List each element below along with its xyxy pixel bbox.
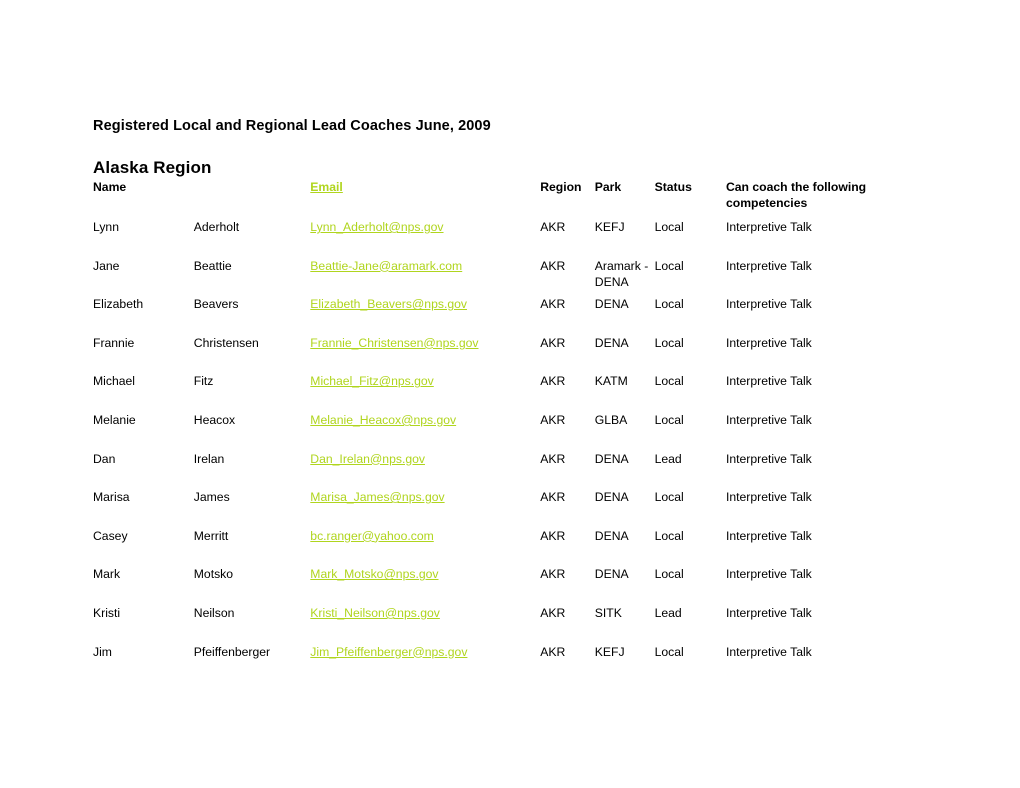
cell-park: GLBA [594, 412, 628, 427]
column-header-status: Status [654, 180, 692, 194]
cell-first-name: Michael [93, 374, 135, 389]
cell-status: Local [654, 644, 684, 659]
column-header-park: Park [594, 180, 622, 194]
cell-park: DENA [594, 451, 629, 466]
cell-competency: Interpretive Talk [725, 567, 812, 582]
cell-first-name: Frannie [93, 335, 135, 350]
cell-last-name: Christensen [193, 335, 259, 350]
cell-last-name: Irelan [193, 451, 225, 466]
column-header-competencies: Can coach the following competencies [725, 180, 867, 210]
table-row [93, 371, 915, 410]
cell-last-name: Aderholt [193, 220, 240, 234]
cell-region: AKR [540, 297, 566, 312]
cell-email [310, 371, 540, 410]
table-header [93, 179, 915, 217]
cell-last-name: Merritt [193, 528, 229, 543]
cell-email [310, 487, 540, 526]
cell-email [310, 294, 540, 333]
cell-region: AKR [540, 528, 566, 543]
cell-region: AKR [540, 490, 566, 505]
cell-first-name: Melanie [93, 412, 136, 427]
cell-competency: Interpretive Talk [725, 335, 812, 350]
email-link[interactable]: Elizabeth_Beavers@nps.gov [310, 297, 467, 312]
cell-first-name: Dan [93, 451, 116, 466]
cell-competency: Interpretive Talk [725, 374, 812, 389]
cell-email [310, 217, 540, 256]
cell-status: Local [654, 220, 684, 234]
cell-competency: Interpretive Talk [725, 220, 812, 234]
cell-first-name: Jane [93, 258, 120, 273]
cell-last-name: Pfeiffenberger [193, 644, 271, 659]
cell-park: DENA [594, 490, 629, 505]
email-link[interactable]: Marisa_James@nps.gov [310, 490, 445, 505]
table-row [93, 526, 915, 565]
table-row [93, 603, 915, 642]
table-row [93, 410, 915, 449]
email-header-link[interactable]: Email [310, 180, 343, 194]
cell-park: DENA [594, 297, 629, 312]
cell-region: AKR [540, 567, 566, 582]
cell-first-name: Lynn [93, 220, 119, 234]
cell-status: Local [654, 335, 684, 350]
email-link[interactable]: Melanie_Heacox@nps.gov [310, 412, 457, 427]
email-link[interactable]: Kristi_Neilson@nps.gov [310, 605, 440, 620]
cell-park: KATM [594, 374, 628, 389]
section-title-alaska-region: Alaska Region [93, 158, 212, 177]
cell-first-name: Mark [93, 567, 121, 582]
cell-competency: Interpretive Talk [725, 605, 812, 620]
cell-email [310, 333, 540, 372]
cell-competency: Interpretive Talk [725, 258, 812, 273]
table-row [93, 256, 915, 295]
cell-competency: Interpretive Talk [725, 412, 812, 427]
cell-status: Lead [654, 605, 682, 620]
cell-status: Local [654, 567, 684, 582]
cell-email [310, 564, 540, 603]
cell-region: AKR [540, 335, 566, 350]
cell-region: AKR [540, 605, 566, 620]
cell-last-name: Beavers [193, 297, 239, 312]
cell-first-name: Casey [93, 528, 128, 543]
cell-first-name: Jim [93, 644, 112, 659]
cell-status: Local [654, 258, 684, 273]
email-link[interactable]: bc.ranger@yahoo.com [310, 528, 434, 543]
cell-region: AKR [540, 451, 566, 466]
column-header-email [310, 179, 540, 217]
table-row [93, 449, 915, 488]
cell-last-name: Fitz [193, 374, 214, 389]
cell-email [310, 410, 540, 449]
column-header-name: Name [93, 180, 127, 194]
cell-region: AKR [540, 644, 566, 659]
cell-park: Aramark - DENA [594, 258, 649, 289]
cell-region: AKR [540, 374, 566, 389]
cell-competency: Interpretive Talk [725, 644, 812, 659]
cell-first-name: Kristi [93, 605, 121, 620]
cell-email [310, 449, 540, 488]
table-row [93, 333, 915, 372]
cell-region: AKR [540, 412, 566, 427]
cell-park: DENA [594, 528, 629, 543]
cell-email [310, 642, 540, 681]
email-link[interactable]: Beattie-Jane@aramark.com [310, 258, 463, 273]
column-header-region: Region [540, 180, 582, 194]
cell-status: Local [654, 374, 684, 389]
cell-status: Local [654, 528, 684, 543]
cell-status: Local [654, 490, 684, 505]
cell-first-name: Elizabeth [93, 297, 144, 312]
cell-status: Local [654, 412, 684, 427]
cell-email [310, 603, 540, 642]
cell-last-name: James [193, 490, 230, 505]
page-title: Registered Local and Regional Lead Coaches June, 2009 [93, 118, 491, 134]
cell-park: DENA [594, 567, 629, 582]
email-link[interactable]: Jim_Pfeiffenberger@nps.gov [310, 644, 468, 659]
email-link[interactable]: Frannie_Christensen@nps.gov [310, 335, 479, 350]
cell-park: KEFJ [594, 644, 625, 659]
coaches-table [93, 179, 915, 680]
table-row [93, 217, 915, 256]
email-link[interactable]: Lynn_Aderholt@nps.gov [310, 220, 444, 234]
cell-last-name: Beattie [193, 258, 232, 273]
email-link[interactable]: Michael_Fitz@nps.gov [310, 374, 434, 389]
cell-last-name: Neilson [193, 605, 235, 620]
cell-last-name: Motsko [193, 567, 234, 582]
email-link[interactable]: Mark_Motsko@nps.gov [310, 567, 439, 582]
cell-last-name: Heacox [193, 412, 236, 427]
cell-park: DENA [594, 335, 629, 350]
cell-status: Local [654, 297, 684, 312]
cell-park: KEFJ [594, 220, 625, 234]
cell-park: SITK [594, 605, 622, 620]
table-row [93, 642, 915, 681]
cell-first-name: Marisa [93, 490, 130, 505]
table-row [93, 294, 915, 333]
table-row [93, 564, 915, 603]
cell-region: AKR [540, 220, 566, 234]
table-header-row [93, 179, 915, 217]
cell-competency: Interpretive Talk [725, 490, 812, 505]
cell-region: AKR [540, 258, 566, 273]
cell-competency: Interpretive Talk [725, 528, 812, 543]
email-link[interactable]: Dan_Irelan@nps.gov [310, 451, 425, 466]
table-body [93, 217, 915, 680]
cell-email [310, 256, 540, 295]
cell-competency: Interpretive Talk [725, 451, 812, 466]
cell-email [310, 526, 540, 565]
cell-status: Lead [654, 451, 682, 466]
table-row [93, 487, 915, 526]
cell-competency: Interpretive Talk [725, 297, 812, 312]
